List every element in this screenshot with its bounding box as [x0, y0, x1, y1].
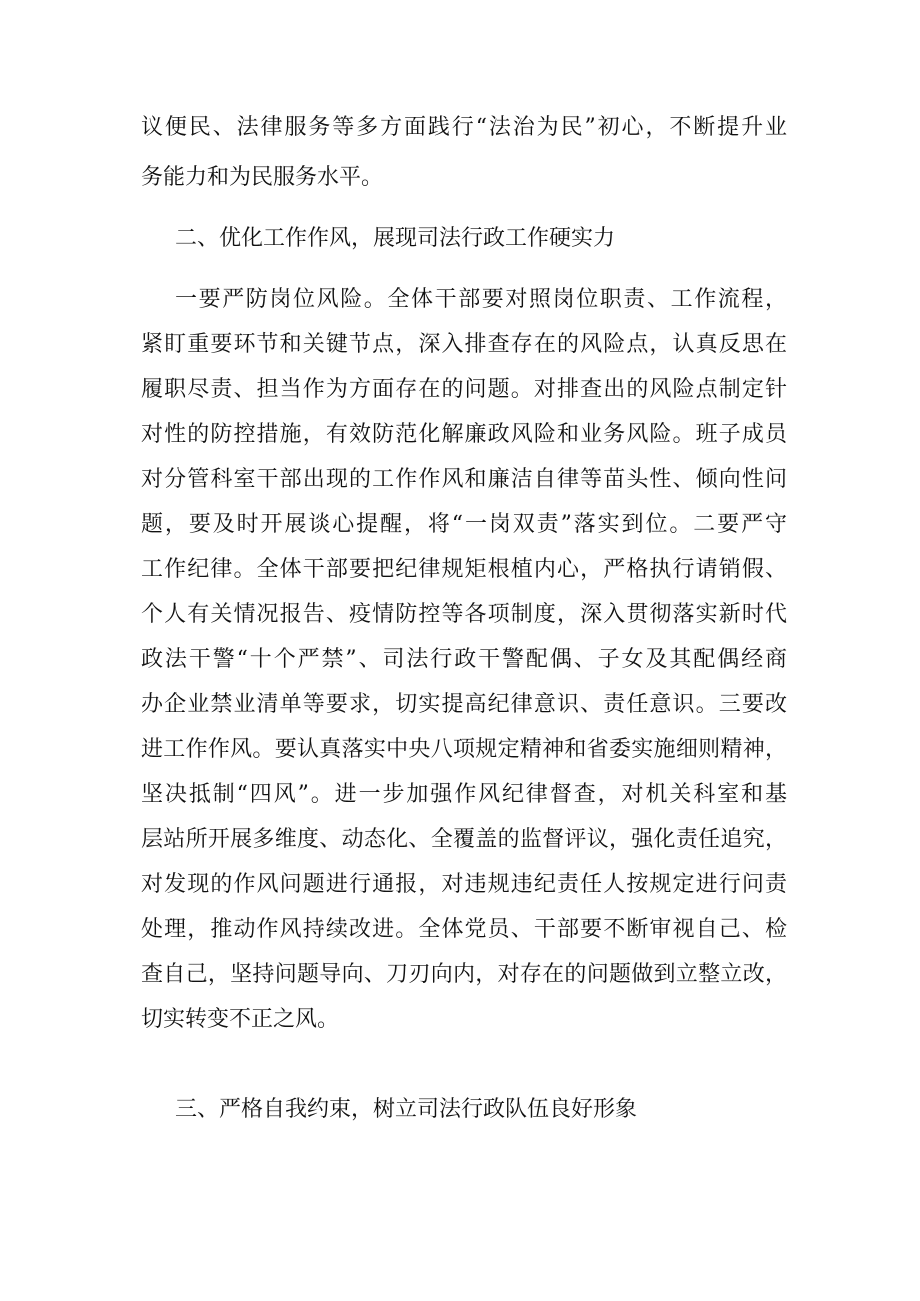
paragraph-line: 进工作作风。要认真落实中央八项规定精神和省委实施细则精神，	[141, 737, 787, 762]
paragraph-line: 对性的防控措施，有效防范化解廉政风险和业务风险。班子成员	[141, 422, 787, 447]
paragraph-line: 个人有关情况报告、疫情防控等各项制度，深入贯彻落实新时代	[141, 602, 787, 627]
paragraph-line: 处理，推动作风持续改进。全体党员、干部要不断审视自己、检	[141, 917, 787, 942]
paragraph-line: 议便民、法律服务等多方面践行“法治为民”初心，不断提升业	[141, 115, 787, 140]
paragraph-line: 对发现的作风问题进行通报，对违规违纪责任人按规定进行问责	[141, 872, 787, 897]
section-heading-3: 三、严格自我约束，树立司法行政队伍良好形象	[175, 1097, 638, 1122]
paragraph-line: 坚决抵制“四风”。进一步加强作风纪律督查，对机关科室和基	[141, 782, 787, 807]
paragraph-line: 层站所开展多维度、动态化、全覆盖的监督评议，强化责任追究，	[141, 827, 787, 852]
paragraph-line: 对分管科室干部出现的工作作风和廉洁自律等苗头性、倾向性问	[141, 467, 787, 492]
section-heading-2: 二、优化工作作风，展现司法行政工作硬实力	[175, 226, 616, 251]
paragraph-line: 务能力和为民服务水平。	[141, 165, 384, 190]
paragraph-line: 切实转变不正之风。	[141, 1007, 340, 1032]
paragraph-line: 政法干警“十个严禁”、司法行政干警配偶、子女及其配偶经商	[141, 647, 787, 672]
paragraph-line: 题，要及时开展谈心提醒，将“一岗双责”落实到位。二要严守	[141, 512, 787, 537]
paragraph-line: 办企业禁业清单等要求，切实提高纪律意识、责任意识。三要改	[141, 692, 787, 717]
paragraph-line: 查自己，坚持问题导向、刀刃向内，对存在的问题做到立整立改，	[141, 962, 787, 987]
paragraph-line: 一要严防岗位风险。全体干部要对照岗位职责、工作流程，	[175, 287, 787, 312]
paragraph-line: 履职尽责、担当作为方面存在的问题。对排查出的风险点制定针	[141, 377, 787, 402]
paragraph-line: 紧盯重要环节和关键节点，深入排查存在的风险点，认真反思在	[141, 332, 787, 357]
paragraph-line: 工作纪律。全体干部要把纪律规矩根植内心，严格执行请销假、	[141, 557, 787, 582]
